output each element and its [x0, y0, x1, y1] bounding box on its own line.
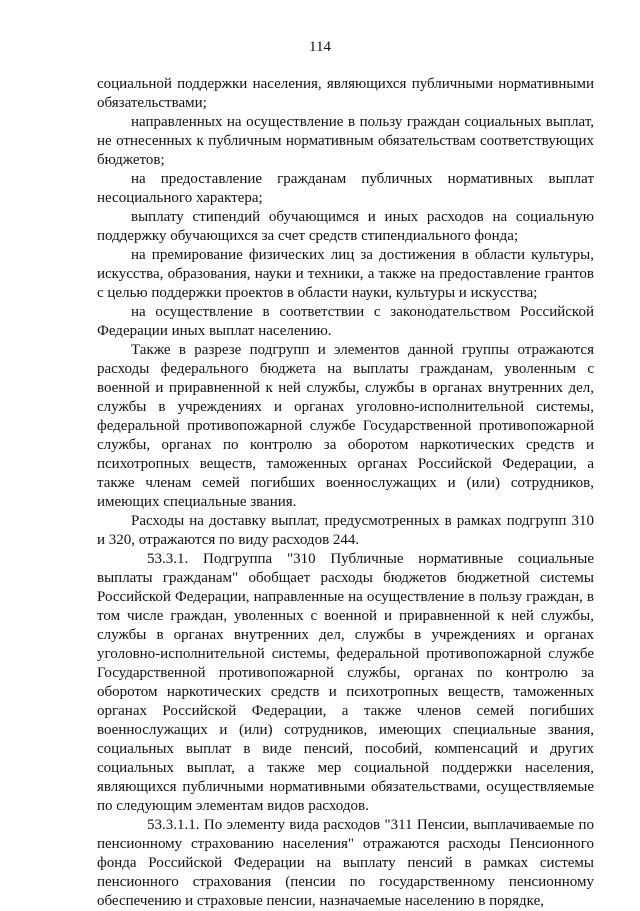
paragraph-non-social-payments: на предоставление гражданам публичных нормативных выплат несоциального характера; [97, 171, 594, 206]
paragraph-stipends: выплату стипендий обучающимся и иных расходов на социальную поддержку обучающихся за счет средств стипендиального фонда; [97, 209, 594, 244]
paragraph-delivery-costs: Расходы на доставку выплат, предусмотренных в рамках подгрупп 310 и 320, отражаются по виду расходов 244. [97, 513, 594, 548]
paragraph-53-3-1: 53.3.1. Подгруппа "310 Публичные нормативные социальные выплаты гражданам" обобщает расходы бюджетов бюджетной системы Российской Федерации, направленные на осуществление в пользу граждан, в том числе граждан, уволенных с военной и приравненной к ней службы, службы в органах внутренних дел, службы в учреждениях и органах уголовно-исполнительной системы, федеральной противопожарной службе Государственной противопожарной службы, органах по контролю за оборотом наркотических средств и психотропных веществ, таможенных органах Российской Федерации, а также членов семей погибших военнослужащих и (или) сотрудников, имеющих специальные звания, социальных выплат в виде пенсий, пособий, компенсаций и других социальных выплат, а также мер социальной поддержки населения, являющихся публичными нормативными обязательствами, осуществляемые по следующим элементам видов расходов. [97, 551, 594, 814]
paragraph-other-payments: на осуществление в соответствии с законодательством Российской Федерации иных выплат населению. [97, 304, 594, 339]
paragraph-directed-payments: направленных на осуществление в пользу граждан социальных выплат, не отнесенных к публичным нормативным обязательствам соответствующих бюджетов; [97, 114, 594, 168]
document-body [97, 75, 594, 911]
page-number: 114 [309, 39, 331, 55]
paragraph-53-3-1-1: 53.3.1.1. По элементу вида расходов "311 Пенсии, выплачиваемые по пенсионному страхованию населения" отражаются расходы Пенсионного фонда Российской Федерации на выплату пенсий в рамках системы пенсионного страхования (пенсии по государственному пенсионному обеспечению и страховые пенсии, назначаемые населению в порядке, [97, 817, 594, 909]
paragraph-continuation: социальной поддержки населения, являющихся публичными нормативными обязательствами; [97, 76, 594, 111]
paragraph-awards-grants: на премирование физических лиц за достижения в области культуры, искусства, образования, науки и техники, а также на предоставление грантов с целью поддержки проектов в области науки, культуры и искусства; [97, 247, 594, 301]
paragraph-subgroups: Также в разрезе подгрупп и элементов данной группы отражаются расходы федерального бюджета на выплаты гражданам, уволенным с военной и приравненной к ней службы, службы в органах внутренних дел, службы в учреждениях и органах уголовно-исполнительной системы, федеральной противопожарной службе Государственной противопожарной службы, органах по контролю за оборотом наркотических средств и психотропных веществ, таможенных органах Российской Федерации, а также членам семей погибших военнослужащих и (или) сотрудников, имеющих специальные звания. [97, 342, 594, 510]
